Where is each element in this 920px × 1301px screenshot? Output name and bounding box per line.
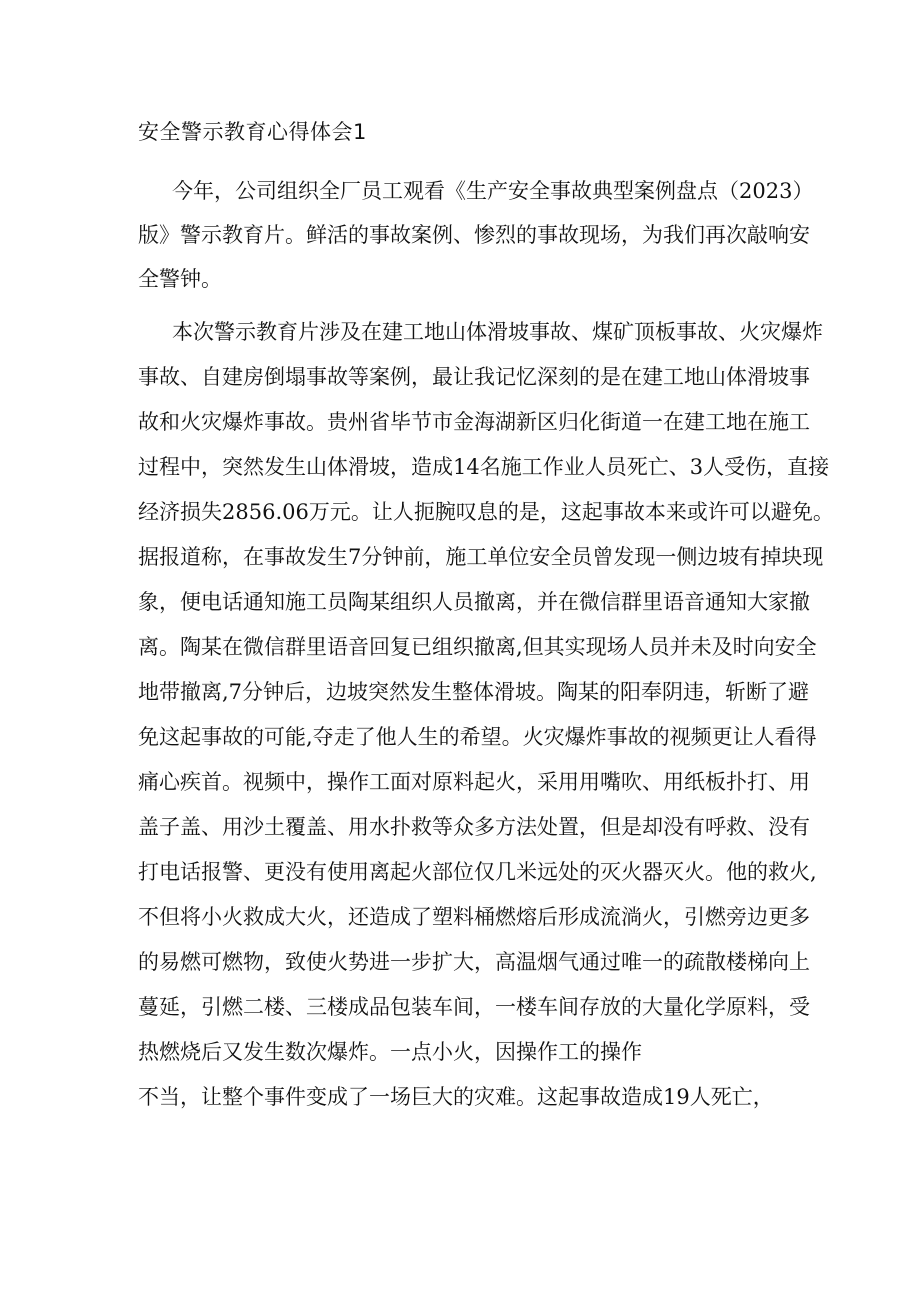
paragraph-2-line-10: 免这起事故的可能,夺走了他人生的希望。火灾爆炸事故的视频更让人看得 [138,725,817,749]
paragraph-2-line-11: 痛心疾首。视频中，操作工面对原料起火，采用用嘴吹、用纸板扑打、用 [138,770,810,794]
paragraph-2-line-16: 蔓延，引燃二楼、三楼成品包装车间，一楼车间存放的大量化学原料，受 [138,995,810,1019]
paragraph-2-line-8: 离。陶某在微信群里语音回复已组织撤离,但其实现场人员并未及时向安全 [138,635,817,659]
paragraph-1-line-2: 版》警示教育片。鲜活的事故案例、惨烈的事故现场，为我们再次敲响安 [138,223,810,247]
paragraph-2-line-5: 经济损失2856.06万元。让人扼腕叹息的是，这起事故本来或许可以避免。 [138,500,834,524]
paragraph-2-line-13: 打电话报警、更没有使用离起火部位仅几米远处的灭火器灭火。他的救火, [138,860,817,884]
paragraph-2-line-1: 本次警示教育片涉及在建工地山体滑坡事故、煤矿顶板事故、火灾爆炸 [172,320,823,344]
paragraph-2-line-17: 热燃烧后又发生数次爆炸。一点小火，因操作工的操作 [138,1040,642,1064]
paragraph-2-line-9: 地带撤离,7分钟后，边坡突然发生整体滑坡。陶某的阳奉阴违，斩断了避 [138,680,810,704]
paragraph-2-line-7: 象，便电话通知施工员陶某组织人员撤离，并在微信群里语音通知大家撤 [138,590,810,614]
document-title: 安全警示教育心得体会1 [138,120,367,144]
paragraph-1-line-1: 今年，公司组织全厂员工观看《生产安全事故典型案例盘点（2023） [172,179,814,203]
paragraph-2-line-15: 的易燃可燃物，致使火势进一步扩大，高温烟气通过唯一的疏散楼梯向上 [138,950,810,974]
paragraph-2-line-4: 过程中，突然发生山体滑坡，造成14名施工作业人员死亡、3人受伤，直接 [138,455,830,479]
paragraph-1-line-3: 全警钟。 [138,267,222,291]
paragraph-2-line-3: 故和火灾爆炸事故。贵州省毕节市金海湖新区归化街道一在建工地在施工 [138,410,810,434]
paragraph-2-line-12: 盖子盖、用沙土覆盖、用水扑救等众多方法处置，但是却没有呼救、没有 [138,815,810,839]
paragraph-2-line-2: 事故、自建房倒塌事故等案例，最让我记忆深刻的是在建工地山体滑坡事 [138,365,810,389]
paragraph-2-line-6: 据报道称，在事故发生7分钟前，施工单位安全员曾发现一侧边坡有掉块现 [138,545,824,569]
paragraph-2-line-18: 不当，让整个事件变成了一场巨大的灾难。这起事故造成19人死亡， [138,1085,774,1109]
paragraph-2-line-14: 不但将小火救成大火，还造成了塑料桶燃熔后形成流淌火，引燃旁边更多 [138,905,810,929]
